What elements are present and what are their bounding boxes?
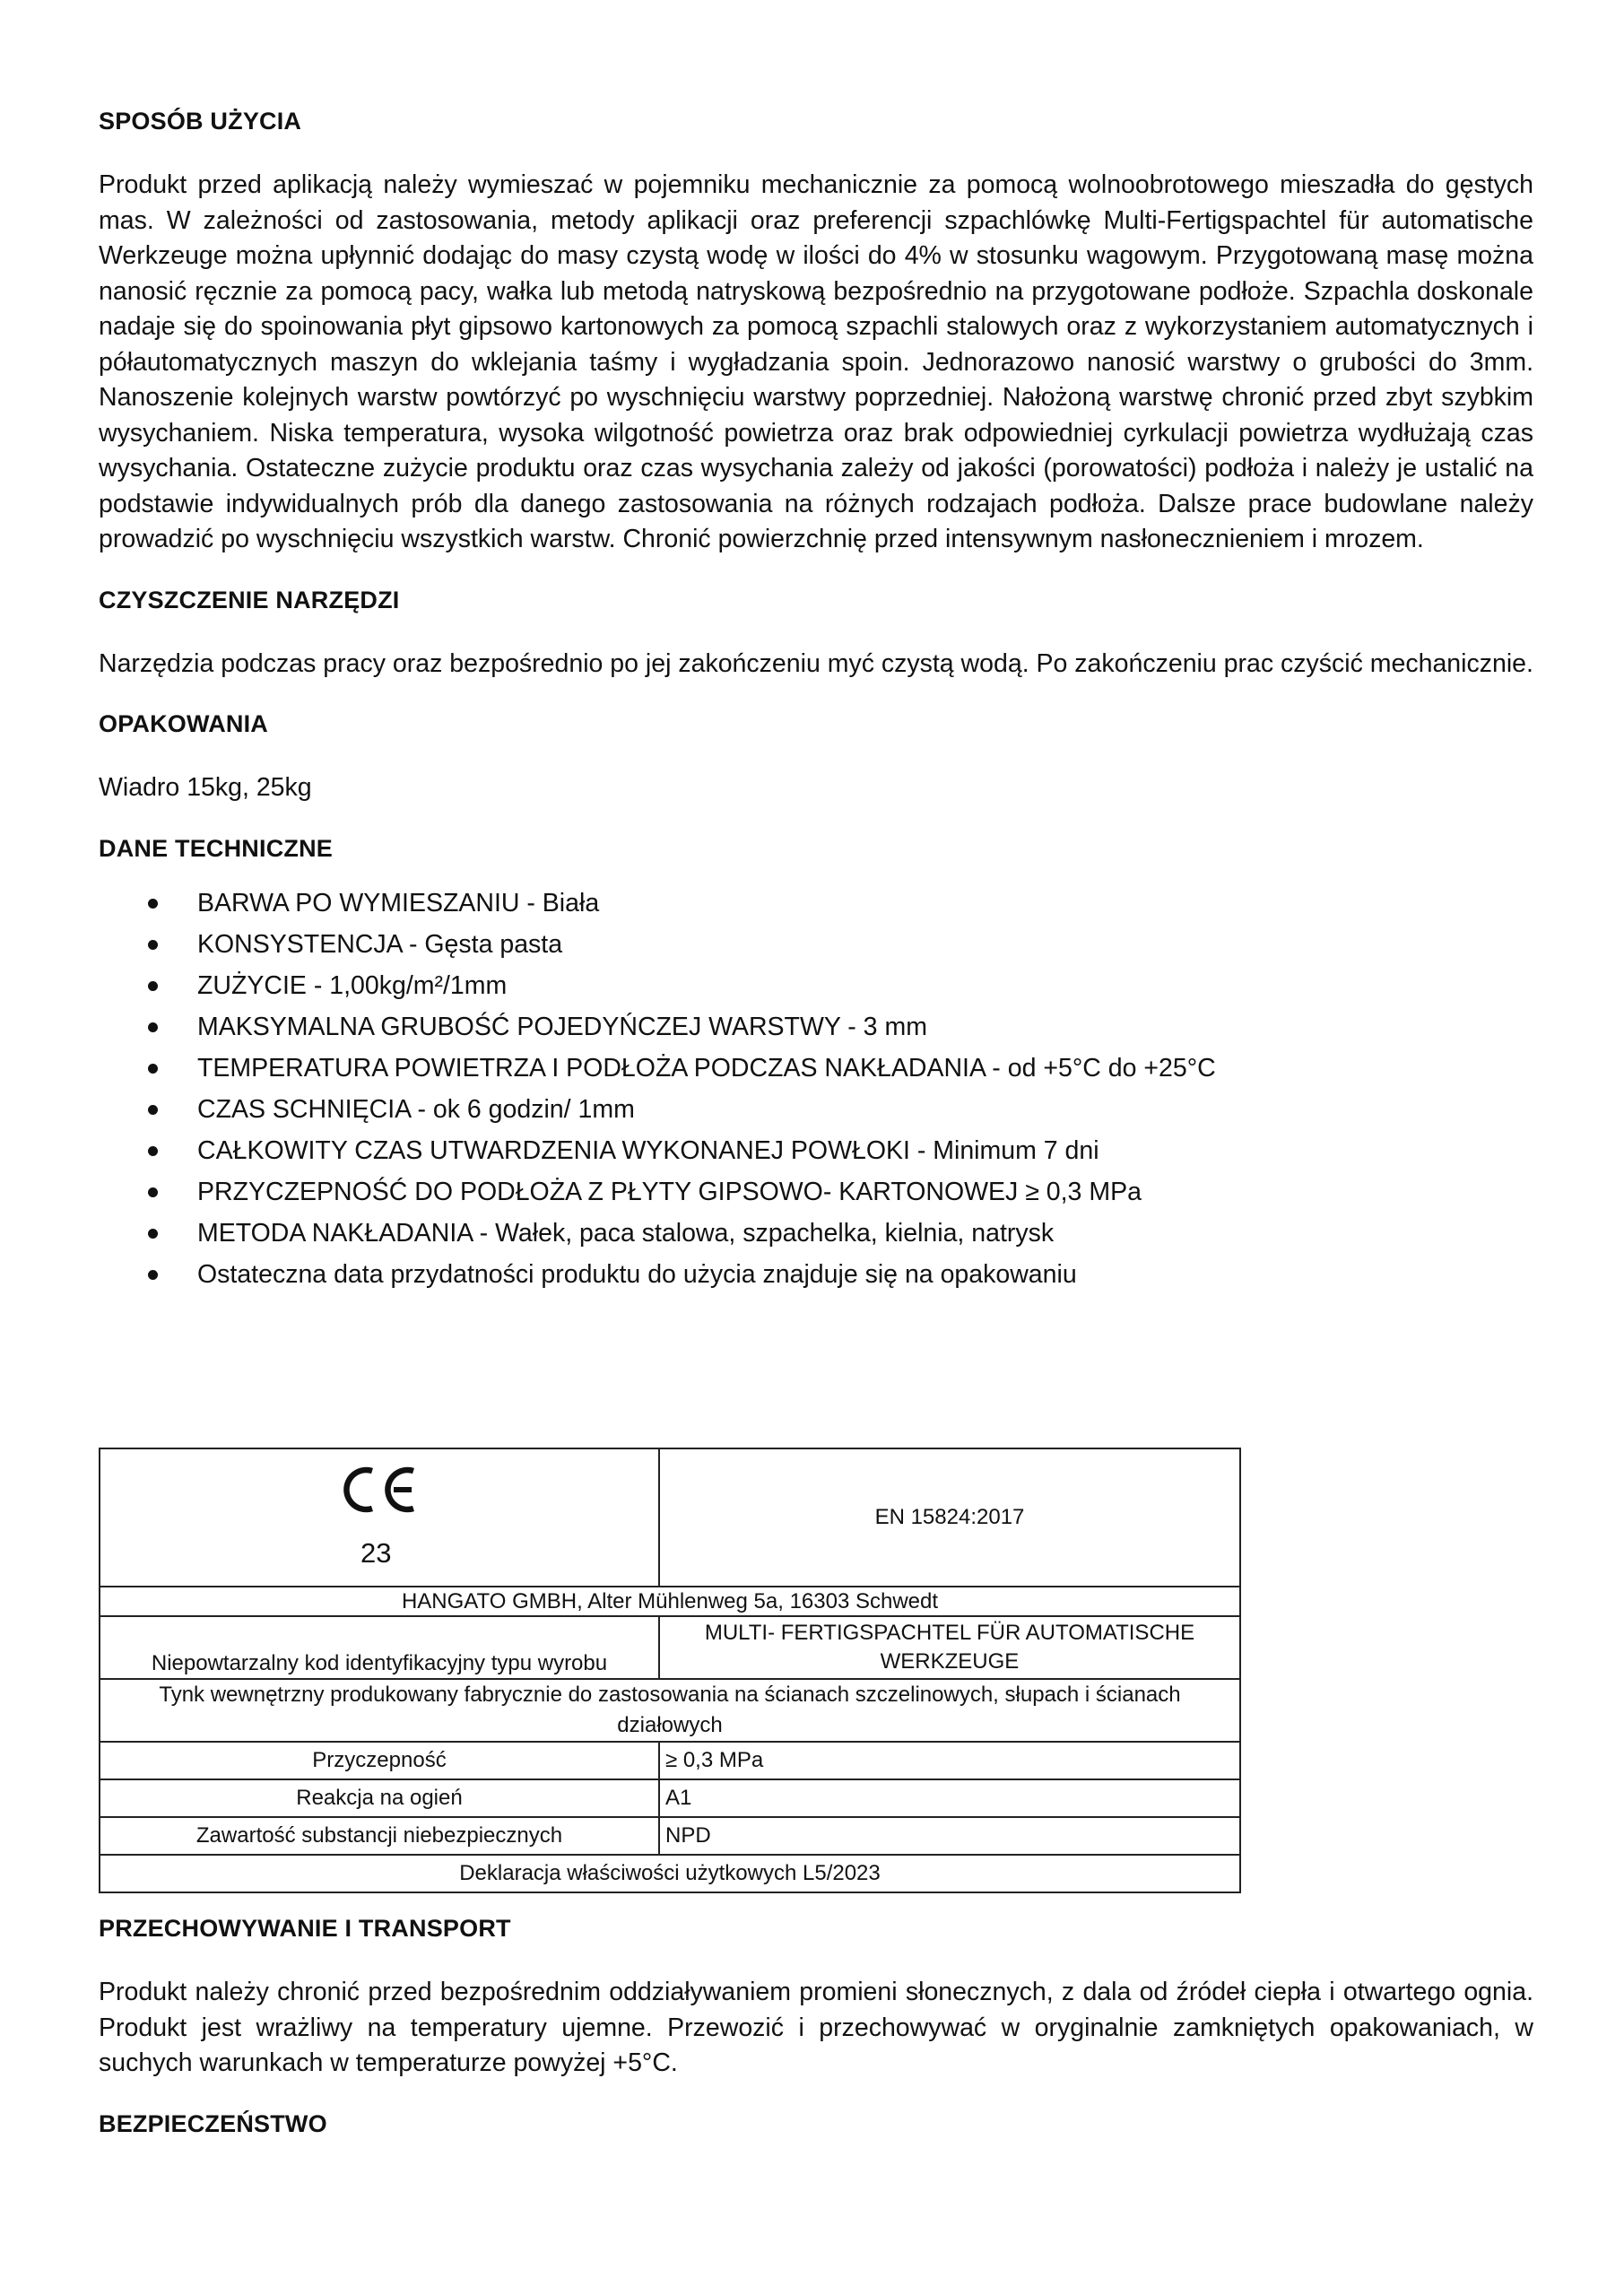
property-value: ≥ 0,3 MPa bbox=[659, 1742, 1240, 1779]
property-value: A1 bbox=[659, 1779, 1240, 1817]
bullet-icon bbox=[148, 1022, 158, 1032]
ce-mark-cell bbox=[100, 1448, 659, 1587]
upper-content bbox=[99, 108, 1533, 1295]
tech-item bbox=[99, 1213, 1533, 1254]
tech-item-text: TEMPERATURA POWIETRZA I PODŁOŻA PODCZAS NAKŁADANIA - od +5°C do +25°C bbox=[197, 1053, 1216, 1083]
tech-item bbox=[99, 924, 1533, 965]
bullet-icon bbox=[148, 1105, 158, 1115]
tech-item-text: MAKSYMALNA GRUBOŚĆ POJEDYŃCZEJ WARSTWY - 3 mm bbox=[197, 1012, 927, 1041]
description-cell: Tynk wewnętrzny produkowany fabrycznie do zastosowania na ścianach szczelinowych, słupach i ścianach działowych bbox=[100, 1679, 1240, 1742]
tech-list bbox=[99, 883, 1533, 1295]
tech-item bbox=[99, 1130, 1533, 1171]
property-label: Przyczepność bbox=[100, 1742, 659, 1779]
property-label: Zawartość substancji niebezpiecznych bbox=[100, 1817, 659, 1855]
safety-heading: BEZPIECZEŃSTWO bbox=[99, 2109, 327, 2137]
bullet-icon bbox=[148, 1229, 158, 1239]
tech-item bbox=[99, 1254, 1533, 1295]
bullet-icon bbox=[148, 1146, 158, 1156]
packaging-text: Wiadro 15kg, 25kg bbox=[99, 773, 312, 802]
tech-item-text: BARWA PO WYMIESZANIU - Biała bbox=[197, 888, 600, 918]
tech-item-text: CAŁKOWITY CZAS UTWARDZENIA WYKONANEJ POWŁOKI - Minimum 7 dni bbox=[197, 1135, 1099, 1165]
notified-body-number: 23 bbox=[360, 1537, 392, 1569]
property-value: NPD bbox=[659, 1817, 1240, 1855]
tech-item-text: KONSYSTENCJA - Gęsta pasta bbox=[197, 929, 563, 959]
bullet-icon bbox=[148, 1064, 158, 1074]
manufacturer-cell: HANGATO GMBH, Alter Mühlenweg 5a, 16303 Schwedt bbox=[100, 1587, 1240, 1616]
standard-cell: EN 15824:2017 bbox=[659, 1448, 1240, 1587]
tech-item bbox=[99, 1048, 1533, 1089]
bullet-icon bbox=[148, 1270, 158, 1280]
tech-item bbox=[99, 883, 1533, 924]
bullet-icon bbox=[148, 1187, 158, 1197]
tech-heading: DANE TECHNICZNE bbox=[99, 834, 334, 862]
tech-item bbox=[99, 1006, 1533, 1048]
tech-item bbox=[99, 1171, 1533, 1213]
lower-content bbox=[99, 1915, 1533, 2170]
cleaning-text: Narzędzia podczas pracy oraz bezpośrednio po jej zakończeniu myć czystą wodą. Po zakończeniu prac czyścić mechanicznie. bbox=[99, 648, 1533, 678]
declaration-ref-cell: Deklaracja właściwości użytkowych L5/2023 bbox=[100, 1855, 1240, 1892]
code-value-cell: MULTI- FERTIGSPACHTEL FÜR AUTOMATISCHE WERKZEUGE bbox=[659, 1616, 1240, 1679]
tech-item-text: Ostateczna data przydatności produktu do użycia znajduje się na opakowaniu bbox=[197, 1259, 1077, 1289]
code-label-cell: Niepowtarzalny kod identyfikacyjny typu wyrobu bbox=[100, 1616, 659, 1679]
usage-heading: SPOSÓB UŻYCIA bbox=[99, 108, 302, 135]
tech-item-text: PRZYCZEPNOŚĆ DO PODŁOŻA Z PŁYTY GIPSOWO- KARTONOWEJ ≥ 0,3 MPa bbox=[197, 1177, 1142, 1206]
bullet-icon bbox=[148, 899, 158, 909]
packaging-heading: OPAKOWANIA bbox=[99, 710, 268, 737]
cleaning-heading: CZYSZCZENIE NARZĘDZI bbox=[99, 586, 400, 613]
storage-heading: PRZECHOWYWANIE I TRANSPORT bbox=[99, 1915, 511, 1942]
bullet-icon bbox=[148, 981, 158, 991]
tech-item-text: CZAS SCHNIĘCIA - ok 6 godzin/ 1mm bbox=[197, 1094, 635, 1124]
bullet-icon bbox=[148, 940, 158, 950]
tech-item-text: METODA NAKŁADANIA - Wałek, paca stalowa, szpachelka, kielnia, natrysk bbox=[197, 1218, 1055, 1248]
ce-mark-icon bbox=[338, 1465, 419, 1514]
usage-text: Produkt przed aplikacją należy wymieszać w pojemniku mechanicznie za pomocą wolnoobrotowego mieszadła do gęstych mas. W zależności od zastosowania, metody aplikacji oraz preferencji szpachlówkę Multi-Fertigspachtel für automatische Werkzeuge można upłynnić dodając do masy czystą wodę w ilości do 4% w stosunku wagowym. Przygotowaną masę można nanosić ręcznie za pomocą pacy, wałka lub metodą natryskową bezpośrednio na przygotowane podłoże. Szpachla doskonale nadaje się do spoinowania płyt gipsowo kartonowych za pomocą szpachli stalowych oraz z wykorzystaniem automatycznych i półautomatycznych maszyn do wklejania taśmy i wygładzania spoin. Jednorazowo nanosić warstwy o grubości do 3mm. Nanoszenie kolejnych warstw powtórzyć po wyschnięciu warstwy poprzedniej. Nałożoną warstwę chronić przed zbyt szybkim wysychaniem. Niska temperatura, wysoka wilgotność powietrza oraz brak odpowiedniej cyrkulacji powietrza wydłużają czas wysychania. Ostateczne zużycie produktu oraz czas wysychania zależy od jakości (porowatości) podłoża i należy je ustalić na podstawie indywidualnych prób dla danego zastosowania na różnych rodzajach podłoża. Dalsze prace budowlane należy prowadzić po wyschnięciu wszystkich warstw. Chronić powierzchnię przed intensywnym nasłonecznieniem i mrozem. bbox=[99, 170, 1533, 553]
tech-item bbox=[99, 965, 1533, 1006]
tech-item bbox=[99, 1089, 1533, 1130]
ce-declaration-table bbox=[99, 1448, 1241, 1893]
storage-text: Produkt należy chronić przed bezpośrednim oddziaływaniem promieni słonecznych, z dala od źródeł ciepła i otwartego ognia. Produkt jest wrażliwy na temperatury ujemne. Przewozić i przechowywać w oryginalnie zamkniętych opakowaniach, w suchych warunkach w temperaturze powyżej +5°C. bbox=[99, 1978, 1533, 2077]
tech-item-text: ZUŻYCIE - 1,00kg/m²/1mm bbox=[197, 970, 508, 1000]
property-label: Reakcja na ogień bbox=[100, 1779, 659, 1817]
